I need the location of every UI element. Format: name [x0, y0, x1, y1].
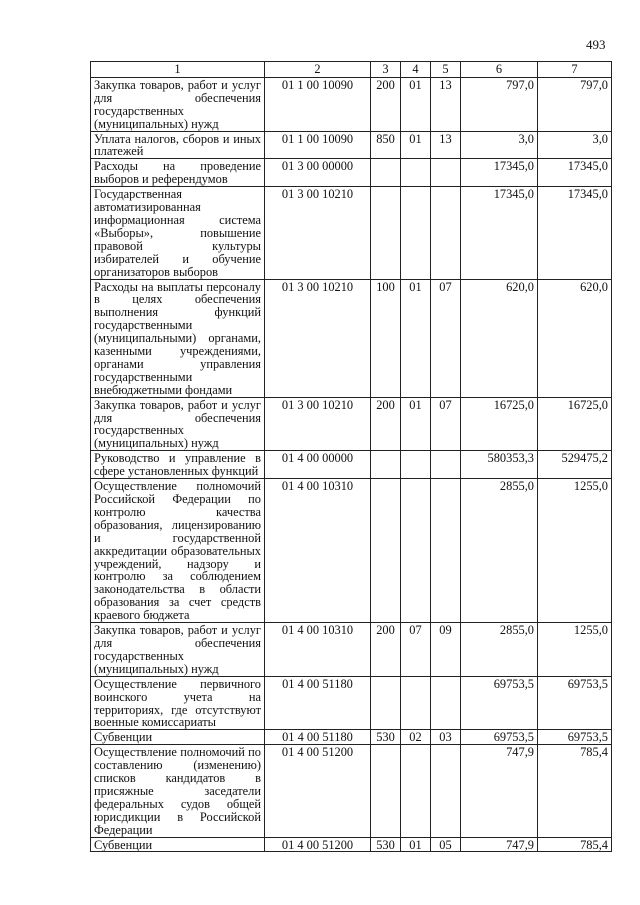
amount-year2-cell: 1255,0 [538, 623, 612, 677]
amount-year1-cell: 747,9 [461, 837, 538, 852]
expense-type-cell: 200 [371, 77, 401, 131]
expense-type-cell: 530 [371, 837, 401, 852]
section-cell [401, 676, 431, 730]
subsection-cell: 13 [431, 131, 461, 159]
amount-year1-cell: 17345,0 [461, 187, 538, 279]
table-row [91, 730, 612, 745]
target-code-cell: 01 3 00 10210 [265, 279, 371, 397]
amount-year2-cell: 17345,0 [538, 159, 612, 187]
expense-type-cell [371, 479, 401, 623]
subsection-cell: 05 [431, 837, 461, 852]
item-name-cell: Закупка товаров, работ и услуг для обеспечения государственных (муниципальных) нужд [91, 397, 265, 451]
section-cell: 01 [401, 131, 431, 159]
item-name-cell: Осуществление полномочий Российской Федерации по контролю качества образования, лицензированию и государственной аккредитации образовательных учреждений, надзору и контролю за соблюдением законодательства в области образования за счет средств краевого бюджета [91, 479, 265, 623]
table-row [91, 279, 612, 397]
expense-type-cell: 850 [371, 131, 401, 159]
amount-year1-cell: 620,0 [461, 279, 538, 397]
section-cell [401, 451, 431, 479]
item-name-cell: Уплата налогов, сборов и иных платежей [91, 131, 265, 159]
target-code-cell: 01 1 00 10090 [265, 131, 371, 159]
expense-type-cell: 200 [371, 623, 401, 677]
subsection-cell [431, 745, 461, 837]
amount-year1-cell: 747,9 [461, 745, 538, 837]
target-code-cell: 01 4 00 51200 [265, 837, 371, 852]
amount-year1-cell: 69753,5 [461, 730, 538, 745]
expense-type-cell: 530 [371, 730, 401, 745]
column-header: 3 [371, 62, 401, 78]
amount-year2-cell: 69753,5 [538, 730, 612, 745]
subsection-cell: 09 [431, 623, 461, 677]
target-code-cell: 01 4 00 51200 [265, 745, 371, 837]
table-row [91, 745, 612, 837]
item-name-cell: Субвенции [91, 730, 265, 745]
target-code-cell: 01 4 00 10310 [265, 623, 371, 677]
expense-type-cell [371, 187, 401, 279]
expense-type-cell [371, 451, 401, 479]
table-row [91, 131, 612, 159]
subsection-cell: 07 [431, 397, 461, 451]
amount-year1-cell: 2855,0 [461, 479, 538, 623]
target-code-cell: 01 1 00 10090 [265, 77, 371, 131]
expense-type-cell: 100 [371, 279, 401, 397]
target-code-cell: 01 4 00 00000 [265, 451, 371, 479]
table-row [91, 187, 612, 279]
amount-year2-cell: 620,0 [538, 279, 612, 397]
subsection-cell [431, 187, 461, 279]
column-header: 5 [431, 62, 461, 78]
target-code-cell: 01 3 00 10210 [265, 397, 371, 451]
table-row [91, 77, 612, 131]
target-code-cell: 01 3 00 10210 [265, 187, 371, 279]
section-cell [401, 745, 431, 837]
table-row [91, 397, 612, 451]
subsection-cell [431, 451, 461, 479]
subsection-cell [431, 159, 461, 187]
column-header: 6 [461, 62, 538, 78]
item-name-cell: Осуществление полномочий по составлению (изменению) списков кандидатов в присяжные заседатели федеральных судов общей юрисдикции в Российской Федерации [91, 745, 265, 837]
amount-year1-cell: 69753,5 [461, 676, 538, 730]
table-row [91, 479, 612, 623]
subsection-cell [431, 479, 461, 623]
column-header: 2 [265, 62, 371, 78]
column-header: 1 [91, 62, 265, 78]
section-cell: 07 [401, 623, 431, 677]
item-name-cell: Государственная автоматизированная информационная система «Выборы», повышение правовой культуры избирателей и обучение организаторов выборов [91, 187, 265, 279]
section-cell [401, 479, 431, 623]
section-cell: 01 [401, 279, 431, 397]
subsection-cell: 03 [431, 730, 461, 745]
item-name-cell: Закупка товаров, работ и услуг для обеспечения государственных (муниципальных) нужд [91, 77, 265, 131]
subsection-cell: 07 [431, 279, 461, 397]
table-body [91, 62, 612, 852]
target-code-cell: 01 3 00 00000 [265, 159, 371, 187]
table-row [91, 676, 612, 730]
expense-type-cell [371, 676, 401, 730]
expense-type-cell [371, 159, 401, 187]
header-row [91, 62, 612, 78]
target-code-cell: 01 4 00 51180 [265, 676, 371, 730]
column-header: 4 [401, 62, 431, 78]
amount-year2-cell: 529475,2 [538, 451, 612, 479]
table-row [91, 623, 612, 677]
section-cell: 01 [401, 837, 431, 852]
amount-year2-cell: 17345,0 [538, 187, 612, 279]
item-name-cell: Субвенции [91, 837, 265, 852]
amount-year2-cell: 785,4 [538, 837, 612, 852]
target-code-cell: 01 4 00 10310 [265, 479, 371, 623]
subsection-cell [431, 676, 461, 730]
amount-year2-cell: 797,0 [538, 77, 612, 131]
table-row [91, 837, 612, 852]
amount-year1-cell: 2855,0 [461, 623, 538, 677]
item-name-cell: Расходы на проведение выборов и референдумов [91, 159, 265, 187]
amount-year1-cell: 797,0 [461, 77, 538, 131]
subsection-cell: 13 [431, 77, 461, 131]
amount-year1-cell: 17345,0 [461, 159, 538, 187]
expense-type-cell: 200 [371, 397, 401, 451]
budget-table [90, 61, 612, 852]
section-cell: 01 [401, 77, 431, 131]
amount-year1-cell: 16725,0 [461, 397, 538, 451]
section-cell: 02 [401, 730, 431, 745]
column-header: 7 [538, 62, 612, 78]
amount-year2-cell: 69753,5 [538, 676, 612, 730]
amount-year2-cell: 785,4 [538, 745, 612, 837]
page-number: 493 [586, 37, 606, 52]
section-cell [401, 187, 431, 279]
amount-year1-cell: 3,0 [461, 131, 538, 159]
table-row [91, 451, 612, 479]
amount-year2-cell: 3,0 [538, 131, 612, 159]
item-name-cell: Руководство и управление в сфере установленных функций [91, 451, 265, 479]
item-name-cell: Расходы на выплаты персоналу в целях обеспечения выполнения функций государственными (муниципальными) органами, казенными учреждениями, органами управления государственными внебюджетными фондами [91, 279, 265, 397]
section-cell: 01 [401, 397, 431, 451]
expense-type-cell [371, 745, 401, 837]
item-name-cell: Закупка товаров, работ и услуг для обеспечения государственных (муниципальных) нужд [91, 623, 265, 677]
amount-year2-cell: 1255,0 [538, 479, 612, 623]
amount-year2-cell: 16725,0 [538, 397, 612, 451]
item-name-cell: Осуществление первичного воинского учета на территориях, где отсутствуют военные комиссариаты [91, 676, 265, 730]
table-row [91, 159, 612, 187]
amount-year1-cell: 580353,3 [461, 451, 538, 479]
target-code-cell: 01 4 00 51180 [265, 730, 371, 745]
section-cell [401, 159, 431, 187]
